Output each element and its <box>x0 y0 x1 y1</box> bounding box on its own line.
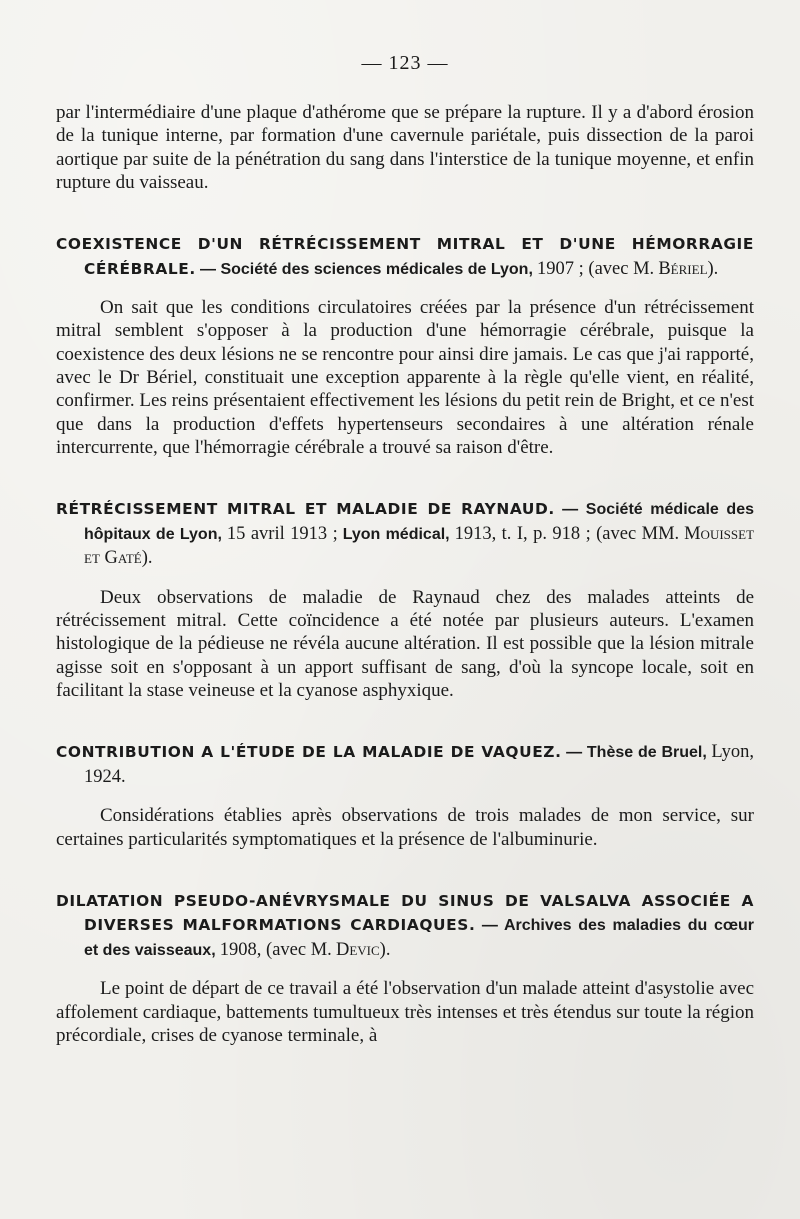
entry-source-close: ). <box>707 258 719 279</box>
entry-body-3: Considérations établies après observations de trois malades de mon service, sur certaines particularités symptomatiques et la présence de l'albuminurie. <box>56 805 754 850</box>
entry-heading-2 <box>56 497 754 571</box>
entry-coauthors: Devic <box>335 939 380 960</box>
page-number: — 123 — <box>361 52 449 74</box>
intro-paragraph: par l'intermédiaire d'une plaque d'athérome que se prépare la rupture. Il y a d'abord érosion de la tunique interne, par formation d'une cavernule pariétale, puis dissection de la paroi aortique par suite de la pénétration du sang dans l'interstice de la tunique moyenne, et enfin rupture du vaisseau. <box>56 102 754 193</box>
entry-title: CONTRIBUTION A L'ÉTUDE DE LA MALADIE DE VAQUEZ. <box>56 743 562 762</box>
entry-source-journal: Lyon médical, <box>342 525 450 543</box>
entry-heading-4 <box>56 889 754 963</box>
entry-source: — Archives des maladies du cœur et des vaisseaux, <box>84 917 755 959</box>
entry-source-detail: 1913, t. I, p. 918 ; (avec MM. <box>454 523 680 544</box>
entry-body-2: Deux observations de maladie de Raynaud chez des malades atteints de rétrécissement mitral. Cette coïncidence a été notée par plusieurs auteurs. L'examen histologique de la pédieuse ne révéla aucune altération. Il est possible que la lésion mitrale agisse soit en s'opposant à un apport suffisant de sang, d'où la syncope locale, soit en facilitant la stase veineuse et la cyanose asphyxique. <box>56 586 754 701</box>
entry-source: — Société médicale des hôpitaux de Lyon, <box>84 501 754 543</box>
entry-source: — Société des sciences médicales de Lyon, <box>200 260 533 278</box>
entry-source-detail: 1907 ; (avec M. <box>537 258 655 279</box>
entry-title: COEXISTENCE D'UN RÉTRÉCISSEMENT MITRAL ET D'UNE HÉMORRAGIE CÉRÉBRALE. <box>56 235 754 278</box>
entry-heading-3 <box>56 740 754 789</box>
entry-source-close: ). <box>379 939 391 960</box>
entry-title: DILATATION PSEUDO-ANÉVRYSMALE DU SINUS DE VALSALVA ASSOCIÉE A DIVERSES MALFORMATIONS CARDIAQUES. <box>56 891 754 935</box>
entry-source-date: 15 avril 1913 ; <box>226 523 338 544</box>
entry-source-detail: Lyon, 1924. <box>84 742 755 787</box>
entry-source: — Thèse de Bruel, <box>566 744 707 762</box>
entry-source-close: ). <box>141 548 153 569</box>
entry-heading-1 <box>56 232 754 281</box>
entry-coauthors: Mouisset et Gaté <box>84 523 755 569</box>
entry-body-1: On sait que les conditions circulatoires créées par la présence d'un rétrécissement mitral semblent s'opposer à la production d'une hémorragie cérébrale, puisque la coexistence des deux lésions ne se rencontre pour ainsi dire jamais. Le cas que j'ai rapporté, avec le Dr Bériel, constituait une exception apparente à la règle qu'elle vient, en réalité, confirmer. Les reins présentaient effectivement les lésions du petit rein de Bright, et ce n'est que dans la production d'effets hypertenseurs secondaires à une altération rénale intercurrente, que l'hémorragie cérébrale a trouvé sa raison d'être. <box>56 297 754 458</box>
entry-body-4: Le point de départ de ce travail a été l'observation d'un malade atteint d'asystolie avec affolement cardiaque, battements tumultueux très intenses et très étendus sur toute la région précordiale, crises de cyanose terminale, à <box>56 978 754 1046</box>
entry-title: RÉTRÉCISSEMENT MITRAL ET MALADIE DE RAYNAUD. <box>56 500 555 519</box>
entry-coauthors: Bériel <box>658 258 708 279</box>
entry-source-detail: 1908, (avec M. <box>219 939 332 960</box>
